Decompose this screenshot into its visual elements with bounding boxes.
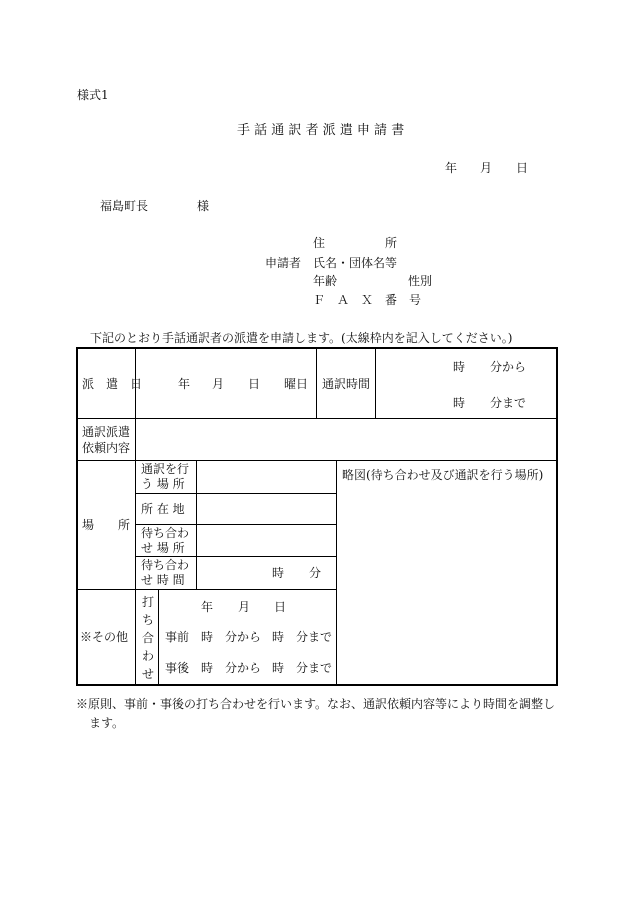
- dispatch-year-label: 年: [178, 377, 191, 391]
- meeting-char-1: 打: [142, 595, 155, 609]
- place-row-divider-2: [136, 524, 336, 525]
- dispatch-day-label: 日: [248, 377, 261, 391]
- applicant-address-label: 住 所: [313, 236, 398, 250]
- col-divider-time: [375, 348, 376, 418]
- table-border-left: [76, 347, 78, 686]
- meet-time-hour-label: 時: [272, 566, 285, 580]
- meeting-day-label: 日: [274, 600, 287, 614]
- form-id: 様式1: [77, 88, 109, 102]
- instruction-text: 下記のとおり手話通訳者の派遣を申請します。(太線枠内を記入してください。): [90, 331, 513, 345]
- table-border-bottom: [76, 684, 558, 686]
- applicant-fax-label: Ｆ Ａ Ｘ 番 号: [313, 293, 422, 307]
- request-label-line1: 通訳派遣: [82, 425, 131, 439]
- meeting-char-5: せ: [142, 667, 155, 681]
- before-label: 事前: [165, 630, 190, 644]
- date-month-label: 月: [480, 161, 493, 175]
- after-label: 事後: [165, 661, 190, 675]
- meeting-month-label: 月: [238, 600, 251, 614]
- meet-time-min-label: 分: [309, 566, 322, 580]
- meeting-char-4: わ: [142, 649, 155, 663]
- time-to-min-label: 分まで: [490, 396, 527, 410]
- place-row-divider-3: [136, 556, 336, 557]
- venue-label-line2: う 場 所: [141, 477, 185, 491]
- date-day-label: 日: [516, 161, 529, 175]
- address-label: 所 在 地: [141, 502, 185, 516]
- meeting-year-label: 年: [201, 600, 214, 614]
- table-border-right: [556, 347, 558, 686]
- other-label: ※その他: [80, 630, 129, 644]
- col-divider-date: [316, 348, 317, 418]
- place-row-divider-1: [136, 493, 336, 494]
- col-divider-map: [336, 460, 337, 685]
- footnote-line1: ※原則、事前・事後の打ち合わせを行います。なお、通訳依頼内容等により時間を調整し: [76, 697, 556, 711]
- meeting-char-3: 合: [142, 631, 155, 645]
- row-divider-3: [76, 589, 337, 590]
- table-border-top: [76, 347, 558, 349]
- meet-place-label-line2: せ 場 所: [141, 541, 185, 555]
- applicant-age-label: 年齢: [313, 274, 338, 288]
- time-from-min-label: 分から: [490, 360, 527, 374]
- interp-time-label: 通訳時間: [322, 377, 371, 391]
- dispatch-weekday-label: 曜日: [284, 377, 309, 391]
- before-hour2-label: 時: [272, 630, 285, 644]
- addressee-honorific: 様: [197, 199, 210, 213]
- page-title: 手 話 通 訳 者 派 遣 申 請 書: [237, 123, 405, 138]
- before-hour-label: 時: [201, 630, 214, 644]
- col-divider-label: [135, 348, 136, 684]
- meet-time-label-line1: 待ち合わ: [141, 558, 190, 572]
- meet-place-label-line1: 待ち合わ: [141, 526, 190, 540]
- time-to-hour-label: 時: [453, 396, 466, 410]
- footnote-line2: ます。: [89, 716, 125, 730]
- addressee-name: 福島町長: [100, 199, 149, 213]
- after-min-to-label: 分まで: [296, 661, 333, 675]
- applicant-gender-label: 性別: [408, 274, 433, 288]
- after-min-from-label: 分から: [225, 661, 262, 675]
- applicant-label: 申請者: [265, 256, 302, 270]
- date-year-label: 年: [445, 161, 458, 175]
- row-divider-1: [76, 418, 558, 419]
- request-label-line2: 依頼内容: [82, 441, 131, 455]
- dispatch-date-label: 派 遣 日: [82, 377, 143, 391]
- meet-time-label-line2: せ 時 間: [141, 573, 185, 587]
- time-from-hour-label: 時: [453, 360, 466, 374]
- after-hour2-label: 時: [272, 661, 285, 675]
- meeting-char-2: ち: [142, 613, 155, 627]
- before-min-from-label: 分から: [225, 630, 262, 644]
- map-label: 略図(待ち合わせ及び通訳を行う場所): [342, 468, 544, 482]
- row-divider-2: [76, 460, 558, 461]
- before-min-to-label: 分まで: [296, 630, 333, 644]
- venue-label-line1: 通訳を行: [141, 462, 190, 476]
- place-label: 場 所: [82, 518, 131, 532]
- after-hour-label: 時: [201, 661, 214, 675]
- col-divider-meeting: [158, 590, 159, 684]
- dispatch-month-label: 月: [212, 377, 225, 391]
- applicant-name-label: 氏名・団体名等: [313, 256, 398, 270]
